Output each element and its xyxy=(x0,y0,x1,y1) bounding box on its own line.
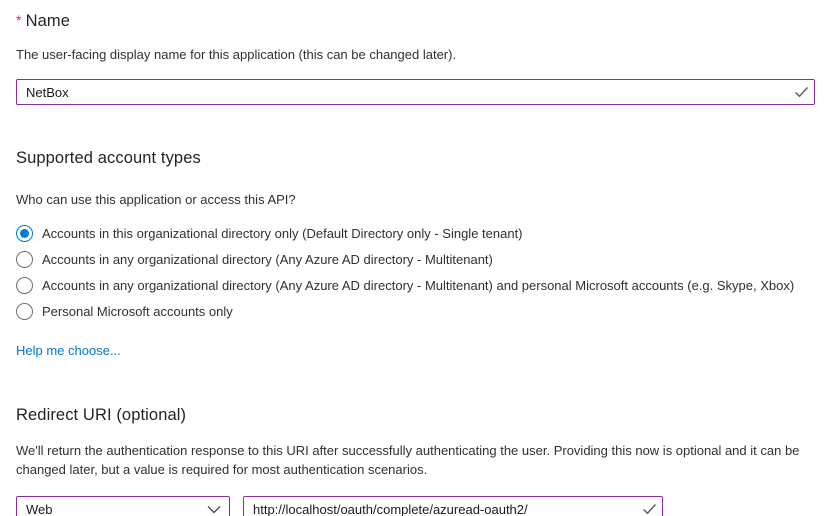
radio-personal-only[interactable] xyxy=(16,298,813,324)
account-types-question: Who can use this application or access this API? xyxy=(16,192,296,207)
name-title-text: Name xyxy=(25,12,70,30)
name-section-title xyxy=(16,12,813,31)
redirect-uri-section-title: Redirect URI (optional) xyxy=(16,406,187,424)
platform-select-value: Web xyxy=(26,501,53,516)
radio-selected-icon xyxy=(16,225,33,242)
radio-unselected-icon xyxy=(16,303,33,320)
account-types-radio-group xyxy=(16,220,813,324)
radio-label: Accounts in any organizational directory (Any Azure AD directory - Multitenant) and personal Microsoft accounts (e.g. Skype, Xbox) xyxy=(42,277,795,293)
redirect-uri-input-value: http://localhost/oauth/complete/azuread-oauth2/ xyxy=(253,501,528,516)
redirect-uri-description: We'll return the authentication response to this URI after successfully authenticating the user. Providing this now is optional and it can be changed later, but a value is required for most authentication scenarios. xyxy=(16,443,800,477)
checkmark-icon xyxy=(788,86,814,98)
platform-select[interactable] xyxy=(16,496,230,516)
chevron-down-icon xyxy=(199,505,229,514)
radio-label: Accounts in any organizational directory (Any Azure AD directory - Multitenant) xyxy=(42,251,493,267)
radio-unselected-icon xyxy=(16,251,33,268)
required-asterisk: * xyxy=(16,12,22,28)
radio-single-tenant[interactable] xyxy=(16,220,813,246)
radio-multitenant-personal[interactable] xyxy=(16,272,813,298)
name-input[interactable] xyxy=(16,79,815,105)
name-input-value: NetBox xyxy=(26,84,69,100)
radio-label: Personal Microsoft accounts only xyxy=(42,303,233,319)
redirect-uri-row xyxy=(16,496,813,516)
radio-multitenant[interactable] xyxy=(16,246,813,272)
radio-label: Accounts in this organizational directory only (Default Directory only - Single tenant) xyxy=(42,225,523,241)
account-types-section-title: Supported account types xyxy=(16,149,201,167)
redirect-uri-input[interactable] xyxy=(243,496,663,516)
radio-unselected-icon xyxy=(16,277,33,294)
name-description: The user-facing display name for this application (this can be changed later). xyxy=(16,47,457,62)
checkmark-icon xyxy=(636,503,662,515)
help-me-choose-link[interactable]: Help me choose... xyxy=(16,343,121,358)
